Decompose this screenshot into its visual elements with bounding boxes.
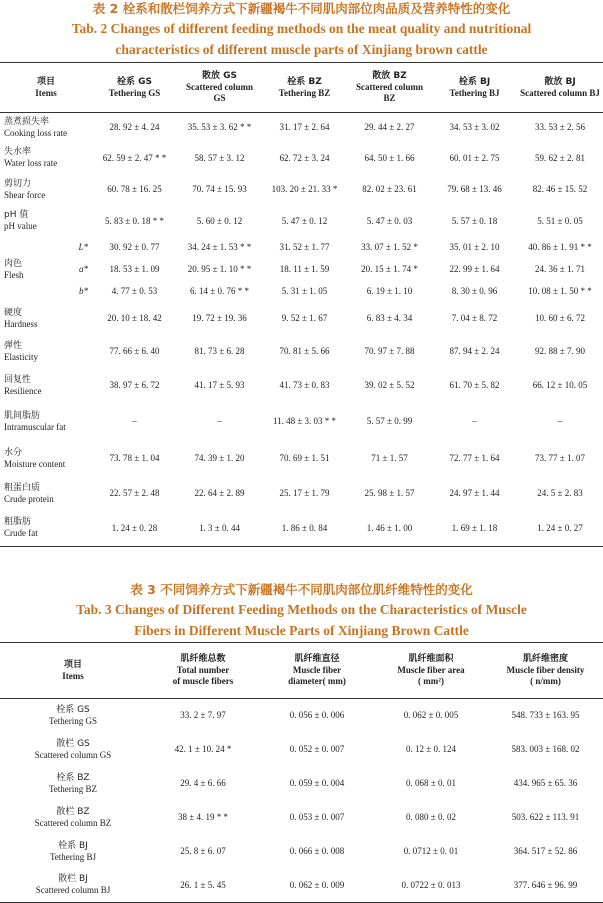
table3-caption-en-1: Tab. 3 Changes of Different Feeding Methods on the Characteristics of Muscle [76, 602, 527, 617]
table-row: 散栏 BZ Scattered column BZ 38 ± 4. 19 * * 0. 053 ± 0. 007 0. 080 ± 0. 02 503. 622 ± 113. 91 [34, 806, 580, 828]
table-row: 栓系 GS Tethering GS 33. 2 ± 7. 97 0. 056 ± 0. 006 0. 062 ± 0. 005 548. 733 ± 163. 95 [48, 704, 580, 726]
table-row: 栓系 BJ Tethering BJ 25. 8 ± 6. 07 0. 066 ± 0. 008 0. 0712 ± 0. 01 364. 517 ± 52. 86 [49, 840, 578, 862]
table-row: 散栏 BJ Scattered column BJ 26. 1 ± 5. 45 0. 062 ± 0. 009 0. 0722 ± 0. 013 377. 646 ± 96. 99 [0, 869, 603, 903]
table3 [0, 642, 603, 903]
table3-caption-cn: 表 3 不同饲养方式下新疆褐牛不同肌肉部位肌纤维特性的变化 [130, 582, 473, 597]
table3-caption-en-2: Fibers in Different Muscle Parts of Xinjiang Brown Cattle [134, 623, 469, 638]
table-row: pH 值 pH value 5. 83 ± 0. 18 * * 5. 60 ± 0. 12 5. 47 ± 0. 12 5. 47 ± 0. 03 5. 57 ± 0. 18 5. 51 ± 0. 05 [4, 210, 583, 231]
table3-header-col3: 肌纤维面积 Muscle fiber area ( mm²) [397, 654, 465, 686]
table-row: 蒸煮损失率 Cooking loss rate 28. 92 ± 4. 24 35. 53 ± 3. 62 * * 31. 17 ± 2. 64 29. 44 ± 2. 27 34. 53 ± 3. 02 33. 53 ± 2. 56 [4, 116, 585, 138]
table3-header-items: 项目 Items [62, 659, 84, 681]
table2-caption-en-1: Tab. 2 Changes of different feeding methods on the meat quality and nutritional [71, 21, 532, 36]
table2-header-col4: 散放 BZ Scattered column BZ [355, 71, 424, 103]
table-row: 弹性 Elasticity 77. 66 ± 6. 40 81. 73 ± 6. 28 70. 81 ± 5. 66 70. 97 ± 7. 88 87. 94 ± 2. 24 92. 88 ± 7. 90 [4, 340, 585, 362]
table3-header-col4: 肌纤维密度 Muscle fiber density ( n/mm) [506, 654, 585, 686]
table-row: a* 18. 53 ± 1. 09 20. 95 ± 1. 10 * * 18. 11 ± 1. 59 20. 15 ± 1. 74 * 22. 99 ± 1. 64 24. 36 ± 1. 71 [79, 264, 585, 274]
table2 [0, 62, 603, 547]
table-row: b* 4. 77 ± 0. 53 6. 14 ± 0. 76 * * 5. 31 ± 1. 05 6. 19 ± 1. 10 8. 30 ± 0. 96 10. 08 ± 1. 50 * * [79, 286, 592, 296]
table2-header-col2: 散放 GS Scattered column GS [185, 71, 254, 103]
table2-header-row [0, 63, 603, 113]
table2-caption-cn: 表 2 栓系和散栏饲养方式下新疆褐牛不同肌肉部位肉品质及营养特性的变化 [92, 1, 511, 16]
table-row: 散栏 GS Scattered column GS 42. 1 ± 10. 24 * 0. 052 ± 0. 007 0. 12 ± 0. 124 583. 003 ± 168. 02 [34, 738, 580, 760]
table-row: 回复性 Resilience 38. 97 ± 6. 72 41. 17 ± 5. 93 41. 73 ± 0. 83 39. 02 ± 5. 52 61. 70 ± 5. 82 66. 12 ± 10. 05 [4, 374, 588, 396]
table-row: 硬度 Hardness 20. 10 ± 18. 42 19. 72 ± 19. 36 9. 52 ± 1. 67 6. 83 ± 4. 34 7. 04 ± 8. 72 10. 60 ± 6. 72 [4, 307, 585, 329]
table3-header-col2: 肌纤维直径 Muscle fiber diameter( mm) [288, 654, 346, 686]
table-row: 失水率 Water loss rate 62. 59 ± 2. 47 * * 58. 57 ± 3. 12 62. 72 ± 3. 24 64. 50 ± 1. 66 60. 01 ± 2. 75 59. 62 ± 2. 81 [4, 147, 585, 168]
table2-header-items: 项目 Items [35, 76, 57, 98]
table-row: 剪切力 Shear force 60. 78 ± 16. 25 70. 74 ± 15. 93 103. 20 ± 21. 33 * 82. 02 ± 23. 61 79. 68 ± 13. 46 82. 46 ± 15. 52 [4, 178, 588, 200]
table-row: 粗蛋白质 Crude protein 22. 57 ± 2. 48 22. 64 ± 2. 89 25. 17 ± 1. 79 25. 98 ± 1. 57 24. 97 ± 1. 44 24. 5 ± 2. 83 [4, 482, 583, 504]
table-row: 栓系 BZ Tethering BZ 29. 4 ± 6. 66 0. 059 ± 0. 004 0. 068 ± 0. 01 434. 965 ± 65. 36 [48, 772, 578, 794]
table-row: 肉色 Flesh L* 30. 92 ± 0. 77 34. 24 ± 1. 53 * * 31. 52 ± 1. 77 33. 07 ± 1. 52 * 35. 01 ± 2. 10 40. 86 ± 1. 91 * * [0, 237, 603, 259]
table-row: 水分 Moisture content 73. 78 ± 1. 04 74. 39 ± 1. 20 70. 69 ± 1. 51 71 ± 1. 57 72. 77 ± 1. 64 73. 77 ± 1. 07 [4, 447, 585, 469]
flesh-label: 肉色 Flesh [4, 258, 24, 280]
table2-header-col5: 栓系 BJ Tethering BJ [449, 76, 500, 98]
table3-header-row [0, 643, 603, 699]
table2-header-col6: 散放 BJ Scattered column BJ [520, 76, 600, 98]
table-row: 肌间脂肪 Intramuscular fat – – 11. 48 ± 3. 03 * * 5. 57 ± 0. 99 – – [4, 410, 563, 432]
table-row: 粗脂肪 Crude fat 1. 24 ± 0. 28 1. 3 ± 0. 44 1. 86 ± 0. 84 1. 46 ± 1. 00 1. 69 ± 1. 18 1. 24 ± 0. 27 [0, 511, 603, 547]
table2-header-col3: 栓系 BZ Tethering BZ [278, 76, 331, 98]
table3-header-col1: 肌纤维总数 Total number of muscle fibers [172, 654, 234, 686]
table2-header-col1: 栓系 GS Tethering GS [108, 76, 161, 98]
table2-caption-en-2: characteristics of different muscle parts of Xinjiang brown cattle [115, 42, 488, 57]
